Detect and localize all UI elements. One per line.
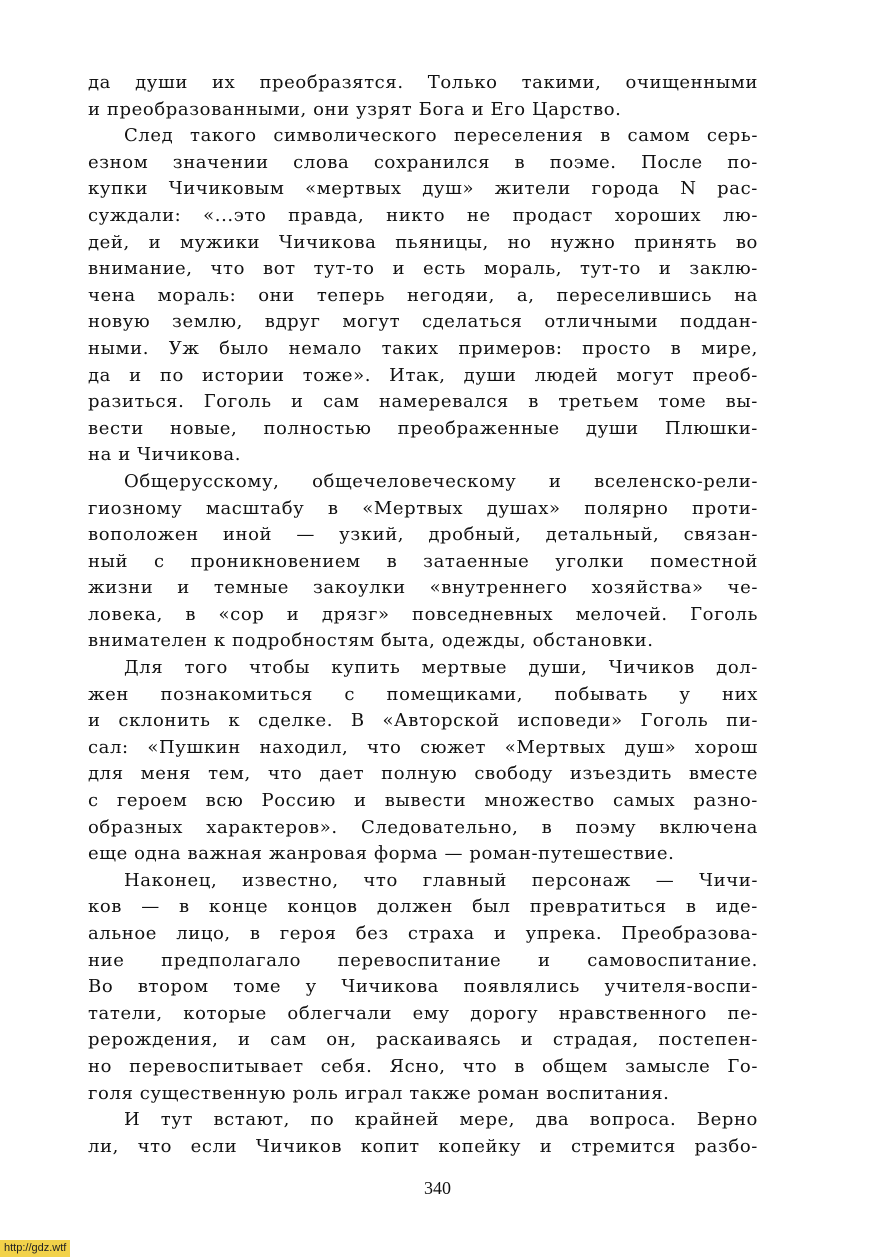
text-line: воположен иной — узкий, дробный, детальный, связан- <box>88 524 758 546</box>
text-line: жен познакомиться с помещиками, побывать у них <box>88 683 758 705</box>
paragraph <box>88 123 758 469</box>
text-line: новую землю, вдруг могут сделаться отличными поддан- <box>88 311 758 333</box>
text-line: купки Чичиковым «мертвых душ» жители города N рас- <box>88 178 758 200</box>
text-line: ли, что если Чичиков копит копейку и стремится разбо- <box>88 1135 758 1157</box>
text-line: Во втором томе у Чичикова появлялись учителя-воспи- <box>88 976 758 998</box>
text-line: внимание, что вот тут-то и есть мораль, тут-то и заклю- <box>88 258 758 280</box>
text-line: Наконец, известно, что главный персонаж — Чичи- <box>124 869 758 891</box>
text-line: суждали: «...это правда, никто не продаст хороших лю- <box>88 204 758 226</box>
text-line: жизни и темные закоулки «внутреннего хозяйства» че- <box>88 577 758 599</box>
page-number: 340 <box>424 1178 451 1198</box>
text-line: гиозному масштабу в «Мертвых душах» полярно проти- <box>88 497 758 519</box>
text-line: чена мораль: они теперь негодяи, а, переселившись на <box>88 284 758 306</box>
paragraph <box>88 469 758 655</box>
text-line: да души их преобразятся. Только такими, очищенными <box>88 72 758 93</box>
text-line: еще одна важная жанровая форма — роман-путешествие. <box>88 843 675 865</box>
body-text <box>88 70 758 1160</box>
text-line: езном значении слова сохранился в поэме. После по- <box>88 151 758 173</box>
text-line: ный с проникновением в затаенные уголки поместной <box>88 550 758 572</box>
text-line: и преобразованными, они узрят Бога и Его Царство. <box>88 98 622 120</box>
text-line: для меня тем, что дает полную свободу изъездить вместе <box>88 763 758 785</box>
text-line: но перевоспитывает себя. Ясно, что в общем замысле Го- <box>88 1055 758 1077</box>
text-line: ние предполагало перевоспитание и самовоспитание. <box>88 949 758 971</box>
text-line: с героем всю Россию и вывести множество самых разно- <box>88 790 758 812</box>
text-line: татели, которые облегчали ему дорогу нравственного пе- <box>88 1002 758 1024</box>
text-line: альное лицо, в героя без страха и упрека. Преобразова- <box>88 923 758 944</box>
text-line: Для того чтобы купить мертвые души, Чичиков дол- <box>124 657 758 679</box>
text-line: ными. Уж было немало таких примеров: просто в мире, <box>88 337 758 359</box>
text-line: внимателен к подробностям быта, одежды, обстановки. <box>88 630 654 652</box>
text-line: разиться. Гоголь и сам намеревался в третьем томе вы- <box>88 391 758 413</box>
text-line: рерождения, и сам он, раскаиваясь и страдая, постепен- <box>88 1029 758 1051</box>
text-line: След такого символического переселения в самом серь- <box>124 125 758 147</box>
text-line: И тут встают, по крайней мере, два вопроса. Верно <box>124 1109 758 1131</box>
text-line: и склонить к сделке. В «Авторской исповеди» Гоголь пи- <box>88 710 758 732</box>
text-line: на и Чичикова. <box>88 444 242 466</box>
paragraph <box>88 1107 758 1160</box>
text-line: дей, и мужики Чичикова пьяницы, но нужно принять во <box>88 231 758 253</box>
text-line: образных характеров». Следовательно, в поэму включена <box>88 816 758 838</box>
text-line: сал: «Пушкин находил, что сюжет «Мертвых душ» хорош <box>88 736 758 758</box>
text-line: Общерусскому, общечеловеческому и вселенско-рели- <box>124 470 758 492</box>
text-line: ловека, в «сор и дрязг» повседневных мелочей. Гоголь <box>88 603 758 625</box>
paragraph <box>88 70 758 123</box>
text-line: да и по истории тоже». Итак, души людей могут преоб- <box>88 364 758 386</box>
text-line: ков — в конце концов должен был превратиться в иде- <box>88 896 758 918</box>
text-line: голя существенную роль играл также роман воспитания. <box>88 1082 670 1104</box>
paragraph <box>88 655 758 868</box>
text-line: вести новые, полностью преображенные души Плюшки- <box>88 417 758 439</box>
watermark-link[interactable]: http://gdz.wtf <box>0 1240 70 1257</box>
paragraph <box>88 868 758 1107</box>
